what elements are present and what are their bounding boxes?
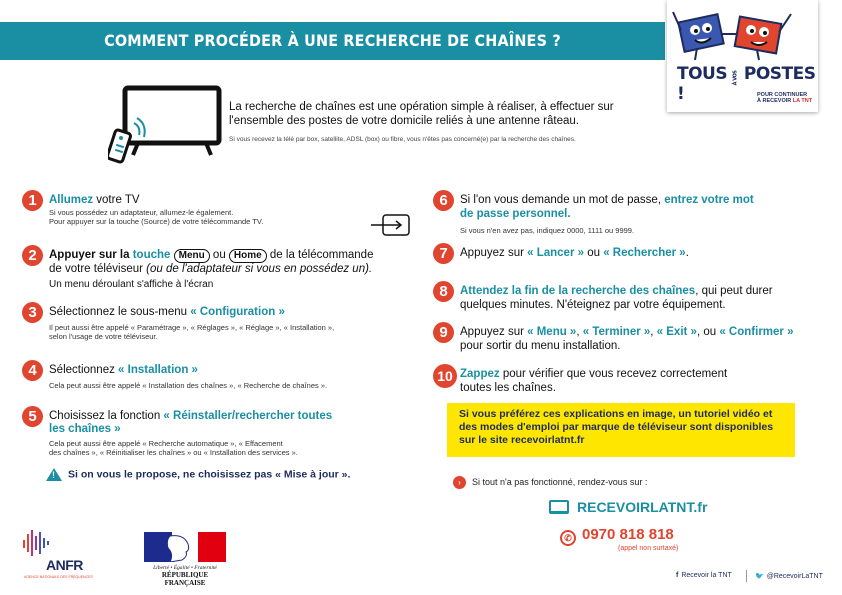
step-desc: selon l'usage de votre téléviseur. (49, 332, 158, 341)
campaign-title: TOUS À VOS POSTES ! (677, 64, 816, 104)
anfr-logo-text: ANFR (46, 557, 83, 573)
warning-icon: ! (46, 468, 62, 481)
republique-francaise-logo (144, 532, 226, 587)
laptop-icon (549, 500, 569, 514)
anfr-subtitle: AGENCE NATIONALE DES FRÉQUENCES (24, 575, 93, 579)
tv-mascots-illustration (667, 0, 818, 70)
phone-number[interactable]: ✆ 0970 818 818 (560, 526, 674, 546)
campaign-subtitle: POUR CONTINUER À RECEVOIR LA TNT (757, 92, 813, 104)
step-title: Sélectionnez le sous-menu « Configuration » (49, 306, 285, 318)
tutorial-box: Si vous préférez ces explications en image, un tutoriel vidéo et des modes d'emploi par marque de téléviseur sont disponibles sur le site recevoirlatnt.fr (447, 403, 795, 457)
warning-notice: ! Si on vous le propose, ne choisissez pas « Mise à jour ». (46, 468, 350, 481)
step-line2: toutes les chaînes. (460, 382, 556, 394)
step-title: Choisissez la fonction « Réinstaller/rechercher toutes (49, 410, 333, 422)
anfr-wave-icon (22, 528, 50, 558)
step-desc: Il peut aussi être appelé « Paramétrage », « Réglages », « Réglage », « Installation », (49, 323, 335, 332)
footer-divider (746, 570, 747, 582)
menu-key: Menu (174, 249, 210, 263)
step-number: 5 (22, 406, 43, 427)
marianne-flag-icon (144, 532, 226, 562)
step-title: Sélectionnez « Installation » (49, 364, 198, 376)
source-button-icon (369, 213, 411, 237)
step-title: Appuyez sur « Menu », « Terminer », « Exit », ou « Confirmer » (460, 326, 794, 338)
marianne-profile-icon (144, 532, 226, 562)
step-number: 8 (433, 281, 454, 302)
step-number: 6 (433, 190, 454, 211)
step-desc: Cela peut aussi être appelé « Recherche automatique », « Effacement (49, 439, 283, 448)
phone-note: (appel non surtaxé) (618, 545, 679, 552)
step-desc: Un menu déroulant s'affiche à l'écran (49, 279, 214, 290)
step-desc: Pour appuyer sur la touche (Source) de votre télécommande TV. (49, 217, 264, 226)
facebook-link[interactable]: f Recevoir la TNT (676, 572, 732, 579)
facebook-icon: f (676, 572, 679, 579)
step-line2: de passe personnel. (460, 208, 571, 220)
step-number: 9 (433, 322, 454, 343)
page-title: COMMENT PROCÉDER À UNE RECHERCHE DE CHAÎNES ? (104, 31, 561, 50)
step-title: Appuyez sur « Lancer » ou « Rechercher ». (460, 247, 689, 259)
step-title: Si l'on vous demande un mot de passe, entrez votre mot (460, 194, 754, 206)
arrow-icon: › (453, 476, 466, 489)
step-desc: Cela peut aussi être appelé « Installation des chaînes », « Recherche de chaînes ». (49, 381, 328, 390)
step-line2: quelques minutes. N'éteignez par votre équipement. (460, 299, 726, 311)
twitter-icon: 🐦 (755, 573, 764, 580)
twitter-link[interactable]: 🐦 @RecevoirLaTNT (755, 573, 823, 580)
step-number: 3 (22, 302, 43, 323)
step-desc: Si vous n'en avez pas, indiquez 0000, 1111 ou 9999. (460, 226, 635, 235)
rf-motto: Liberté • Égalité • Fraternité (153, 565, 217, 571)
tv-remote-icon (108, 85, 223, 165)
website-link[interactable]: RECEVOIRLATNT.fr (549, 499, 707, 515)
step-desc: Si vous possédez un adaptateur, allumez-le également. (49, 208, 234, 217)
rf-name: RÉPUBLIQUE FRANÇAISE (161, 571, 209, 587)
step-number: 7 (433, 243, 454, 264)
step-number: 1 (22, 190, 43, 211)
step-line2: les chaînes » (49, 423, 121, 435)
step-line2: de votre téléviseur (ou de l'adaptateur si vous en possédez un). (49, 263, 373, 275)
step-desc: des chaînes », « Réinitialiser les chaînes » ou « Installation des services ». (49, 448, 298, 457)
intro-text: La recherche de chaînes est une opération simple à réaliser, à effectuer sur l'ensemble des postes de votre domicile reliés à une antenne râteau. (229, 101, 614, 127)
step-title: Allumez votre TV (49, 194, 140, 206)
help-prompt: › Si tout n'a pas fonctionné, rendez-vous sur : (453, 476, 647, 489)
step-title: Appuyer sur la touche Menu ou Home de la télécommande (49, 249, 374, 261)
campaign-logo (667, 0, 818, 112)
intro-note: Si vous recevez la télé par box, satellite, ADSL (box) ou fibre, vous n'êtes pas concerné(e) par la recherche des chaînes. (229, 136, 576, 143)
step-number: 10 (433, 364, 457, 388)
home-key: Home (229, 249, 267, 263)
phone-icon: ✆ (560, 530, 576, 546)
step-number: 2 (22, 245, 43, 266)
step-title: Zappez pour vérifier que vous recevez correctement (460, 368, 728, 380)
step-number: 4 (22, 360, 43, 381)
step-title: Attendez la fin de la recherche des chaînes, qui peut durer (460, 285, 773, 297)
step-line2: pour sortir du menu installation. (460, 340, 621, 352)
